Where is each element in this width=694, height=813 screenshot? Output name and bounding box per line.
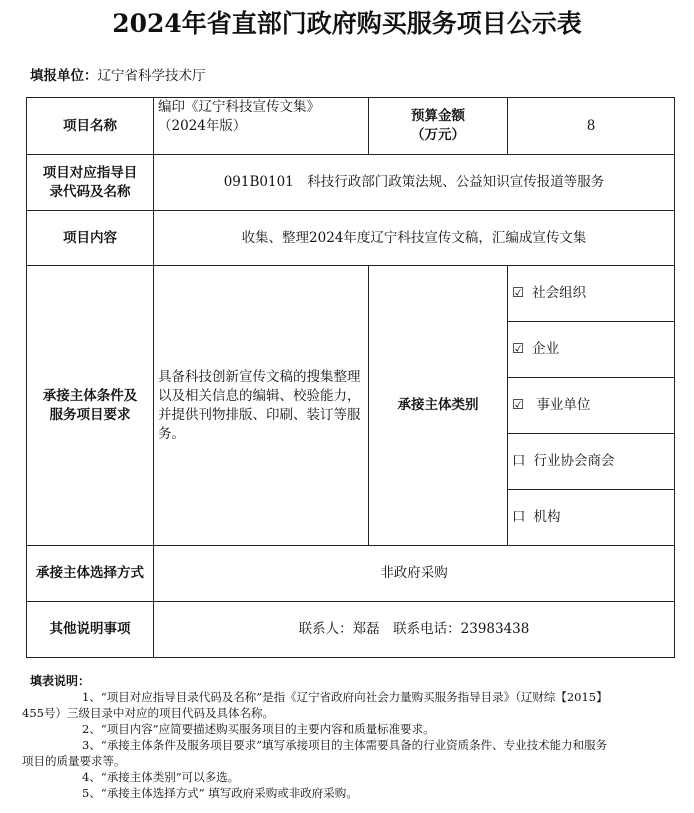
budget-value: 8 [507,97,675,155]
entity-type-option[interactable] [507,433,675,490]
selection-method-label: 承接主体选择方式 [26,545,154,602]
checked-box-icon[interactable]: ☑ [512,285,525,301]
budget-label-line2: （万元） [411,127,465,143]
budget-label [368,97,508,155]
project-name-value [153,97,369,155]
unchecked-box-icon[interactable]: 口 [512,509,526,525]
instruction-line: 4、“承接主体类别”可以多选。 [82,770,240,784]
catalog-value: 091B0101 科技行政部门政策法规、公益知识宣传报道等服务 [153,154,675,211]
entity-type-option-label: 行业协会商会 [533,453,615,469]
page-title: 2024年省直部门政府购买服务项目公示表 [112,9,582,38]
reporting-unit-label: 填报单位： [30,68,98,84]
catalog-label [26,154,154,211]
checked-box-icon[interactable]: ☑ [512,341,525,357]
requirements-value: 具备科技创新宣传文稿的搜集整理以及相关信息的编辑、校验能力，并提供刊物排版、印刷、装订等服务。 [153,265,369,546]
selection-method-value: 非政府采购 [153,545,675,602]
checked-box-icon[interactable]: ☑ [512,397,525,413]
entity-type-label: 承接主体类别 [368,265,508,546]
entity-type-option[interactable] [507,377,675,434]
instruction-line: 项目的质量要求等。 [22,754,126,768]
requirements-label-line1: 承接主体条件及 [42,387,138,404]
unchecked-box-icon[interactable]: 口 [512,453,526,469]
entity-type-option[interactable] [507,265,675,322]
entity-type-option-label: 机构 [533,509,561,525]
instructions-heading: 填表说明： [30,674,91,688]
catalog-label-line2: 录代码及名称 [49,183,131,200]
instruction-line: 5、“承接主体选择方式” 填写政府采购或非政府采购。 [82,786,358,800]
contact-info: 联系人：郑磊 联系电话：23983438 [153,601,675,658]
content-label: 项目内容 [26,210,154,266]
project-name-line2: （2024年版） [158,118,247,134]
requirements-label [26,265,154,546]
project-name-label: 项目名称 [26,97,154,155]
instruction-line: 3、“承接主体条件及服务项目要求”填写承接项目的主体需要具备的行业资质条件、专业技术能力和服务 [82,738,608,752]
catalog-label-line1: 项目对应指导目 [42,164,138,181]
project-name-line1: 编印《辽宁科技宣传文集》 [158,99,320,115]
entity-type-option[interactable] [507,321,675,378]
reporting-unit-value: 辽宁省科学技术厅 [97,68,206,84]
entity-type-option[interactable] [507,489,675,546]
instruction-line: 2、“项目内容”应简要描述购买服务项目的主要内容和质量标准要求。 [82,722,435,736]
content-value: 收集、整理2024年度辽宁科技宣传文稿，汇编成宣传文集 [153,210,675,266]
budget-label-line1: 预算金额 [411,108,465,124]
entity-type-option-label: 事业单位 [532,397,591,413]
other-notes-label: 其他说明事项 [26,601,154,658]
instruction-line: 1、“项目对应指导目录代码及名称”是指《辽宁省政府向社会力量购买服务指导目录》（辽财综【2015】 [82,690,608,704]
entity-type-option-label: 企业 [532,341,560,357]
instruction-line: 455号）三级目录中对应的项目代码及具体名称。 [22,706,274,720]
reporting-unit [30,64,206,84]
requirements-label-line2: 服务项目要求 [49,406,131,423]
entity-type-option-label: 社会组织 [532,285,587,301]
